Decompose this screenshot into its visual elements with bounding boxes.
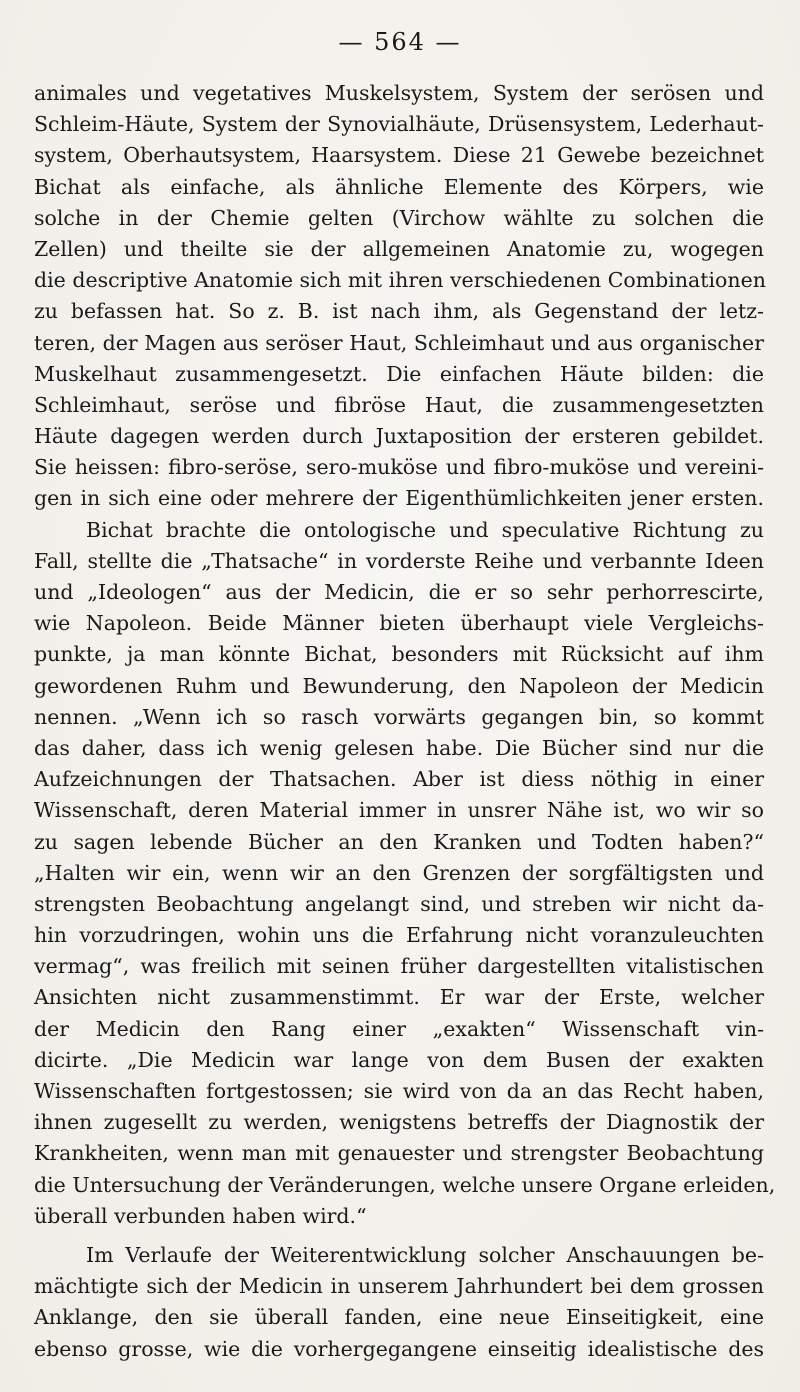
body-text (34, 78, 776, 1365)
text-line: die descriptive Anatomie sich mit ihren verschiedenen Combinationen (34, 268, 766, 293)
text-line: Aufzeichnungen der Thatsachen. Aber ist diess nöthig in einer (34, 767, 764, 792)
text-line: Wissenschaften fortgestossen; sie wird von da an das Recht haben, (34, 1079, 764, 1103)
text-line: system, Oberhautsystem, Haarsystem. Diese 21 Gewebe bezeichnet (34, 143, 764, 168)
text-line: gewordenen Ruhm und Bewunderung, den Napoleon der Medicin (34, 673, 764, 698)
text-line: ihnen zugesellt zu werden, wenigstens betreffs der Diagnostik der (34, 1110, 764, 1135)
text-line: überall verbunden haben wird.“ (34, 1203, 367, 1228)
text-line: Sie heissen: fibro-seröse, sero-muköse und fibro-muköse und vereini- (34, 455, 764, 480)
text-line: vermag“, was freilich mit seinen früher dargestellten vitalistischen (34, 954, 764, 979)
text-line: Muskelhaut zusammengesetzt. Die einfachen Häute bilden: die (34, 361, 764, 386)
text-line: Schleim-Häute, System der Synovialhäute, Drüsensystem, Lederhaut- (34, 112, 764, 137)
text-line: das daher, dass ich wenig gelesen habe. Die Bücher sind nur die (34, 735, 764, 760)
text-line: und „Ideologen“ aus der Medicin, die er so sehr perhorrescirte, (34, 580, 764, 604)
text-line: „Halten wir ein, wenn wir an den Grenzen der sorgfältigsten und (34, 860, 764, 885)
text-line: Krankheiten, wenn man mit genauester und strengster Beobachtung (34, 1141, 764, 1166)
text-line: die Untersuchung der Veränderungen, welche unsere Organe erleiden, (34, 1172, 776, 1197)
page-number: — 564 — (338, 28, 462, 56)
text-line: zu sagen lebende Bücher an den Kranken und Todten haben?“ (34, 829, 764, 854)
text-line: ebenso grosse, wie die vorhergegangene einseitig idealistische des (34, 1336, 764, 1361)
text-line: zu befassen hat. So z. B. ist nach ihm, als Gegenstand der letz- (34, 299, 764, 324)
text-line: punkte, ja man könnte Bichat, besonders mit Rücksicht auf ihm (34, 642, 764, 667)
text-line: Wissenschaft, deren Material immer in unsrer Nähe ist, wo wir so (34, 798, 764, 823)
text-line: der Medicin den Rang einer „exakten“ Wissenschaft vin- (34, 1016, 764, 1041)
text-line: Häute dagegen werden durch Juxtaposition der ersteren gebildet. (34, 424, 764, 449)
text-line: animales und vegetatives Muskelsystem, System der serösen und (34, 81, 764, 105)
text-line: Ansichten nicht zusammenstimmt. Er war der Erste, welcher (34, 985, 764, 1010)
text-line: strengsten Beobachtung angelangt sind, und streben wir nicht da- (34, 891, 764, 916)
text-line: Fall, stellte die „Thatsache“ in vorderste Reihe und verbannte Ideen (34, 548, 764, 573)
text-line: Anklange, den sie überall fanden, eine neue Einseitigkeit, eine (34, 1305, 764, 1330)
text-line: hin vorzudringen, wohin uns die Erfahrung nicht voranzuleuchten (34, 923, 764, 948)
text-line: Zellen) und theilte sie der allgemeinen Anatomie zu, wogegen (34, 236, 764, 261)
text-line: Schleimhaut, seröse und fibröse Haut, die zusammengesetzten (34, 392, 764, 417)
text-line: Im Verlaufe der Weiterentwicklung solcher Anschauungen be- (86, 1242, 764, 1267)
text-line: gen in sich eine oder mehrere der Eigenthümlichkeiten jener ersten. (34, 486, 764, 511)
text-line: mächtigte sich der Medicin in unserem Jahrhundert bei dem grossen (34, 1274, 764, 1299)
text-line: Bichat brachte die ontologische und speculative Richtung zu (86, 517, 764, 542)
text-line: solche in der Chemie gelten (Virchow wählte zu solchen die (34, 205, 764, 230)
text-line: wie Napoleon. Beide Männer bieten überhaupt viele Vergleichs- (34, 611, 764, 636)
text-line: nennen. „Wenn ich so rasch vorwärts gegangen bin, so kommt (34, 704, 764, 729)
text-line: dicirte. „Die Medicin war lange von dem Busen der exakten (34, 1047, 764, 1072)
text-line: Bichat als einfache, als ähnliche Elemente des Körpers, wie (34, 174, 764, 199)
text-line: teren, der Magen aus seröser Haut, Schleimhaut und aus organischer (34, 330, 764, 355)
